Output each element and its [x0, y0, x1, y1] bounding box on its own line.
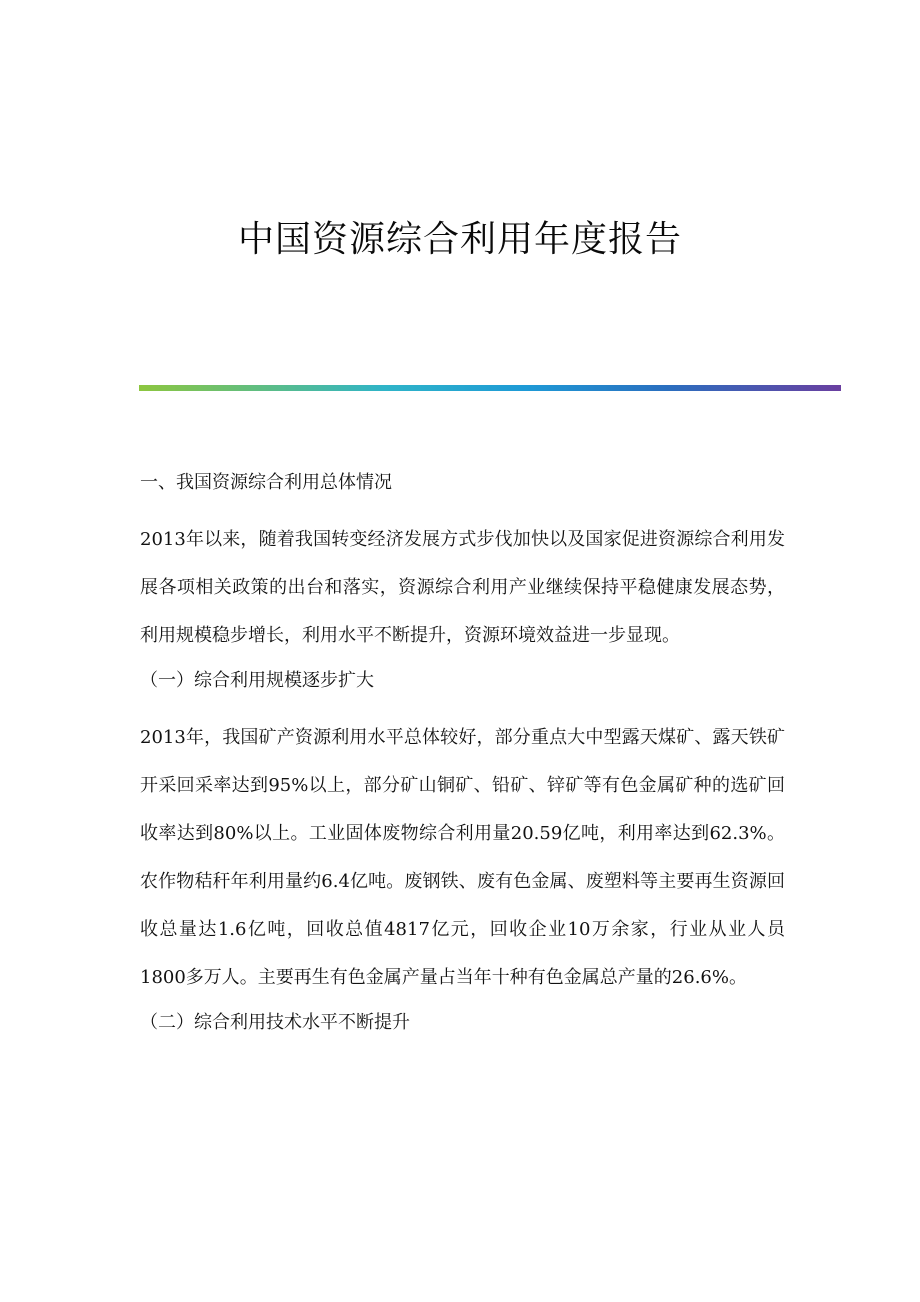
subsection-1-paragraph: 2013年，我国矿产资源利用水平总体较好，部分重点大中型露天煤矿、露天铁矿开采回采率达到95%以上，部分矿山铜矿、铅矿、锌矿等有色金属矿种的选矿回收率达到80%以上。工业固体废物综合利用量20.59亿吨，利用率达到62.3%。农作物秸秆年利用量约6.4亿吨。废钢铁、废有色金属、废塑料等主要再生资源回收总量达1.6亿吨，回收总值4817亿元，回收企业10万余家，行业从业人员1800多万人。主要再生有色金属产量占当年十种有色金属总产量的26.6%。 — [140, 727, 785, 988]
subsection-heading-2: （二）综合利用技术水平不断提升 — [140, 1012, 410, 1033]
section-heading: 一、我国资源综合利用总体情况 — [140, 472, 392, 493]
section-intro-paragraph: 2013年以来，随着我国转变经济发展方式步伐加快以及国家促进资源综合利用发展各项相关政策的出台和落实，资源综合利用产业继续保持平稳健康发展态势，利用规模稳步增长，利用水平不断提升，资源环境效益进一步显现。 — [140, 529, 785, 646]
document-title: 中国资源综合利用年度报告 — [237, 219, 682, 260]
document-body — [140, 466, 785, 1056]
subsection-heading-1: （一）综合利用规模逐步扩大 — [140, 670, 374, 691]
gradient-divider — [139, 385, 841, 391]
